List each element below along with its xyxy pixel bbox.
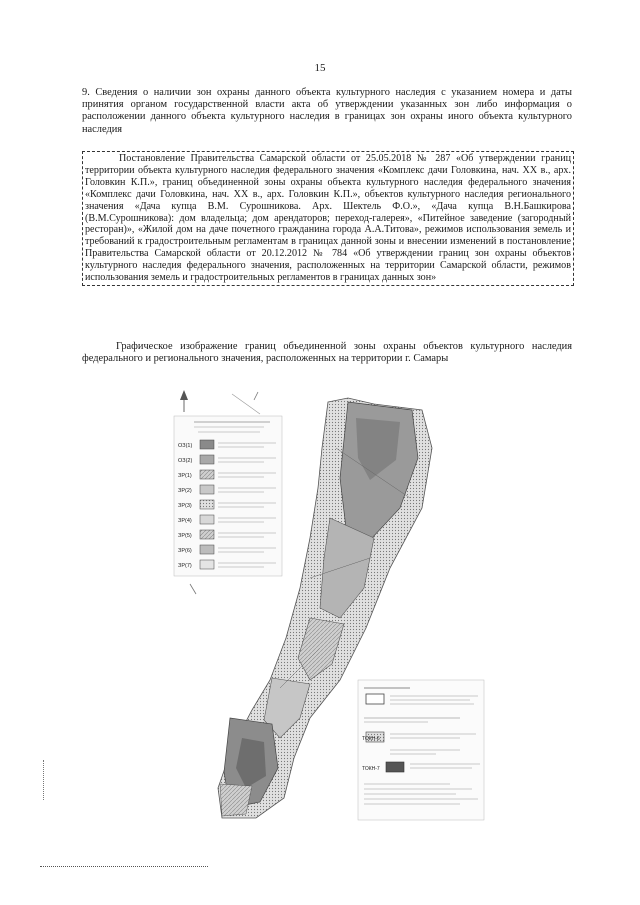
lower-legend	[358, 680, 484, 820]
legend-swatch	[200, 545, 214, 554]
margin-mark	[43, 760, 47, 800]
zone-map-figure	[160, 388, 500, 823]
legend-swatch	[200, 515, 214, 524]
legend-code: ЗР(1)	[178, 473, 192, 479]
legend-code: ТОКН-7	[362, 766, 380, 772]
legend-code: ОЗ(1)	[178, 443, 193, 449]
legend-swatch	[200, 470, 214, 479]
section-9-text: 9. Сведения о наличии зон охраны данного объекта культурного наследия с указанием номера и даты принятия органом государственной власти акта об утверждении указанных зон либо информация о расположении данного объекта культурного наследия в границах зон охраны иного объекта культурного наследия	[82, 87, 572, 135]
resolution-text: Постановление Правительства Самарской области от 25.05.2018 № 287 «Об утверждении границ территории объекта культурного наследия федерального значения «Комплекс дачи Головкина, нач. XX в., арх. Головкин К.П.», границ объединенной зоны охраны объекта культурного наследия федерального значения «Комплекс дачи Головкина, нач. XX в., арх. Головкин К.П.», объектов культурного наследия регионального значения «Дача купца В.М. Сурошникова. Арх. Шектель Ф.О.», «Дача купца В.Н.Башкирова (В.М.Сурошникова): дом владельца; дом арендаторов; переход-галерея», «Питейное заведение (загородный ресторан)», «Жилой дом на даче почетного гражданина города А.А.Титова», режимов использования земель и требований к градостроительным регламентам в границах данной зоны и внесении изменений в постановление Правительства Самарской области от 20.12.2012 № 784 «Об утверждении границ зон охраны объектов культурного наследия федерального значения, расположенных на территории Самарской области, режимов использования земель и градостроительных регламентов в границах данных зон»	[85, 153, 571, 284]
legend-code: ЗР(4)	[178, 518, 192, 524]
zone-map	[160, 388, 500, 823]
legend-swatch	[200, 560, 214, 569]
map-caption	[82, 341, 572, 365]
legend-swatch	[200, 530, 214, 539]
caption-text: Графическое изображение границ объединенной зоны охраны объектов культурного наследия федерального и регионального значения, расположенных на территории г. Самары	[82, 341, 572, 365]
footer-line	[40, 866, 208, 867]
legend-swatch	[200, 485, 214, 494]
legend-code: ЗР(7)	[178, 563, 192, 569]
street-label	[190, 584, 196, 594]
legend-swatch	[200, 440, 214, 449]
legend-code: ОЗ(2)	[178, 458, 193, 464]
resolution-box	[82, 151, 574, 286]
north-arrow-icon	[180, 390, 188, 412]
legend-code: ТОКН-6	[362, 736, 380, 742]
legend-code: ЗР(6)	[178, 548, 192, 554]
legend-code: ЗР(2)	[178, 488, 192, 494]
legend-swatch	[200, 455, 214, 464]
legend-code: ЗР(5)	[178, 533, 192, 539]
street-label	[254, 392, 258, 400]
legend-swatch	[200, 500, 214, 509]
legend-code: ЗР(3)	[178, 503, 192, 509]
page-number: 15	[314, 62, 326, 74]
